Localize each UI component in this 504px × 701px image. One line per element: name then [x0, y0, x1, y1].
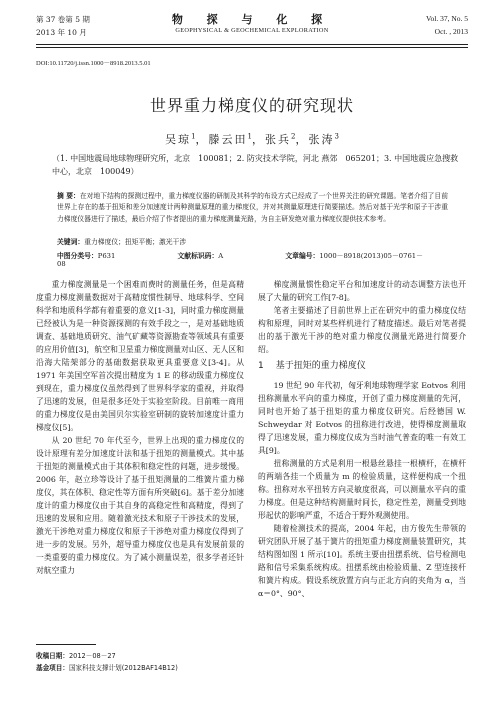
issue-date: 2013 年 10 月 [36, 28, 87, 37]
header-rule [36, 44, 468, 45]
keywords-text: 重力梯度仪；扭矩平衡；激光干涉 [84, 238, 187, 246]
section-title: 基于扭矩的重力梯度仪 [275, 361, 366, 371]
funding-note [36, 662, 468, 672]
abstract [57, 191, 448, 225]
paragraph: 从 20 世纪 70 年代至今，世界上出现的重力梯度仪的设计原理有差分加速度计法和基于扭矩的测量模式。其中基于扭矩的测量模式由于其体积和稳定性的问题，进步缓慢。2006 年，赵立珍等设计了基于扭矩测量的二维簧片重力梯度仪，其在体积、稳定性等方面有所突破[6]。基于差分加速度计的重力梯度仪由于其自身的高稳定性和高精度，得到了迅速的发展和应用。随着激光技术和原子干涉技术的发展，激光干涉绝对重力梯度仪和原子干涉绝对重力梯度仪得到了进一步的发展。另外，超导重力梯度仪也是具有发展前景的一类重要的重力梯度仪。为了减小测量误差，很多学者还针对航空重力 [36, 436, 244, 575]
body-column-right [258, 278, 466, 600]
keywords [57, 236, 448, 246]
fund-value: 国家科技支撑计划(2012BAF14B12) [68, 664, 178, 672]
abstract-text: 在对地下结构的探测过程中，重力梯度仪器的研制及其科学的布设方式已经成了一个世界关注的研究课题。笔者介绍了目前世界上存在的基于扭矩和差分加速度计两种测量原理的重力梯度仪，并对其测量原理进行简要描述。然后对基于光学和原子干涉重力梯度仪器进行了描述，最后介绍了作者提出的重力梯度测量光路，为自主研发绝对重力梯度仪提供技术参考。 [57, 192, 448, 223]
paragraph: 重力梯度测量是一个困难而费时的测量任务，但是高精度重力梯度测量数据对于高精度惯性制导、地球科学、空间科学和地质科学都有着重要的意义[1-3]，同时重力梯度测量已经被认为是一种资源探测的有效手段之一，是对基础地质调查、基础地质研究、油气矿藏等资源勘查等领域具有重要的应用价值[3]，航空和卫星重力梯度测量对山区、无人区和沿海大陆架部分的基础数据获取更具重要意义[3-4]。从 1971 年美国空军首次提出精度为 1 E 的移动级重力梯度仪到现在，重力梯度仪虽然得到了世界科学家的重视，并取得了迅速的发展，但是很多还处于实验室阶段。目前唯一商用的重力梯度仪是由美国贝尔实验室研制的旋转加速度计重力梯度仪[5]。 [36, 280, 244, 432]
author-affil-mark: 2 [291, 132, 296, 141]
section-number: 1 [258, 361, 264, 371]
body-column-left [36, 278, 244, 577]
journal-title-en: GEOPHYSICAL & GEOCHEMICAL EXPLORATION [175, 27, 329, 34]
paragraph: 19 世纪 90 年代初，匈牙利地球物理学家 Eotvos 利用扭称测量水平向的重力梯度，开创了重力梯度测量的先河，同时也开始了基于扭矩的重力梯度仪研究。后经德国 W. Schweydar 对 Eotvos 的扭称进行改进，使得梯度测量取得了迅速发展，重力梯度仪成为当时油气普查的唯一有效工具[9]。 [258, 381, 466, 455]
paragraph: 扭称测量的方式是利用一根悬丝悬挂一根横杆，在横杆的两端各挂一个质量为 m 的检验质量，这样便构成一个扭称。扭称对水平扭转方向灵敏度很高，可以测量水平向的重力梯度。但是这种结构测量时间长，稳定性差，测量受到地形起伏的影响严重，不适合于野外观测使用。 [258, 459, 466, 520]
doi: DOI:10.11720/j.issn.1000－8918.2013.5.01 [36, 60, 151, 67]
article-id: 1000－8918(2013)05－0761－08 [57, 252, 423, 268]
doc-code-label: 文献标识码： [177, 252, 219, 260]
section-heading [258, 360, 466, 373]
author-affil-mark: 1 [247, 132, 252, 141]
author-affil-mark: 1 [191, 132, 196, 141]
fund-label: 基金项目： [36, 664, 69, 672]
classification-line [57, 250, 448, 268]
footnote-rule [36, 644, 96, 645]
author-list: 吴琼$^1$，滕云田$^1$，张兵$^2$，张涛$^3$ [165, 132, 339, 146]
issue-date-en: Oct. , 2013 [434, 27, 468, 36]
article-id-label: 文章编号： [285, 252, 320, 260]
author-name: 张兵 [265, 133, 291, 146]
clc-label: 中图分类号： [57, 252, 98, 260]
volume-issue: 第 37 卷第 5 期 [36, 15, 90, 24]
paper-title: 世界重力梯度仪的研究现状 [149, 96, 354, 115]
doc-code: A [218, 252, 224, 260]
received-date [36, 650, 468, 660]
clc-code: P631 [97, 252, 116, 260]
paragraph: 梯度测量惯性稳定平台和加速度计的动态调整方法也开展了大量的研究工作[7-8]。 [258, 280, 466, 302]
volume-issue-en: Vol. 37, No. 5 [426, 14, 468, 23]
author-affil-mark: 3 [334, 132, 339, 141]
author-name: 滕云田 [208, 133, 248, 146]
paragraph: 随着检测技术的提高，2004 年起，由方俊先生带领的研究团队开展了基于簧片的扭矩重力梯度测量装置研究，其结构图如图 1 所示[10]。系统主要由扭摆系统、信号检测电路和信号采集系统构成。扭摆系统由检验质量、Z 型连接杆和簧片构成。假设系统放置方向与正北方向的夹角为 α，当 α＝0°、90°、 [258, 524, 466, 598]
received-value: 2012－08－27 [68, 652, 116, 660]
affiliations: （1. 中国地震局地球物理研究所，北京 100081；2. 防灾技术学院，河北 燕郊 065201；3. 中国地震应急搜救中心，北京 100049） [52, 154, 459, 176]
author-name: 张涛 [308, 133, 335, 146]
paragraph: 笔者主要描述了目前世界上正在研究中的重力梯度仪结构和原理，同时对某些样机进行了精度描述。最后对笔者提出的基于激光干涉的绝对重力梯度仪测量光路进行简要介绍。 [258, 306, 466, 354]
keywords-label: 关键词： [57, 238, 85, 246]
running-header [36, 10, 468, 42]
author-name: 吴琼 [165, 133, 192, 146]
header-rule-thin [36, 47, 468, 48]
abstract-label: 摘 要： [57, 192, 80, 200]
received-label: 收稿日期： [36, 652, 69, 660]
journal-title-cn: 物 探 与 化 探 [171, 13, 333, 26]
